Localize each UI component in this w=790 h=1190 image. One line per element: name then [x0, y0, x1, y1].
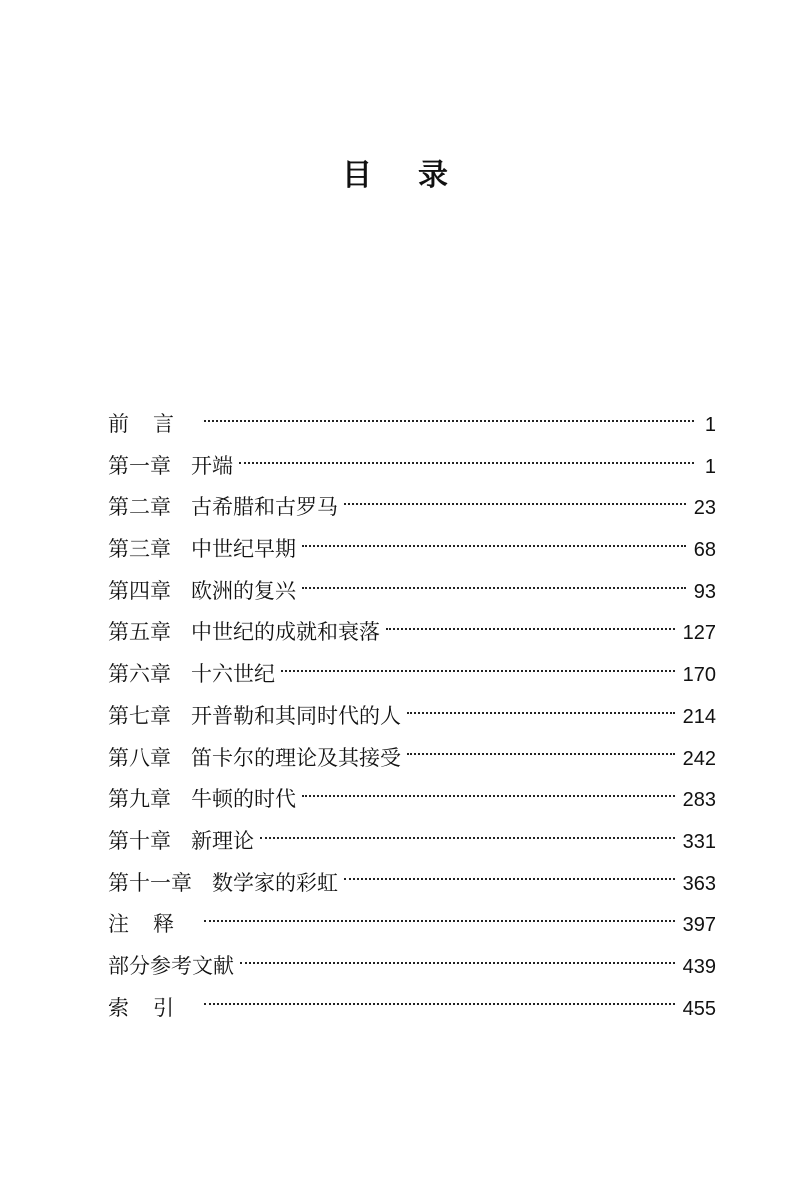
- toc-entry[interactable]: [108, 446, 716, 488]
- toc-entry-title: 索引: [108, 995, 198, 1020]
- toc-entry-page: 242: [682, 747, 716, 770]
- toc-entry-label: [108, 571, 296, 613]
- toc-entry-page: 455: [682, 997, 716, 1020]
- toc-entry[interactable]: [108, 738, 716, 780]
- toc-entry[interactable]: [108, 404, 716, 446]
- chapter-number: 第六章: [108, 662, 171, 687]
- toc-entry-label: [108, 529, 296, 571]
- dot-leader: [302, 545, 686, 547]
- dot-leader: [302, 795, 675, 797]
- toc-entry[interactable]: [108, 487, 716, 529]
- toc-entry-label: [108, 863, 338, 905]
- dot-leader: [407, 753, 675, 755]
- dot-leader: [386, 628, 675, 630]
- toc-entry-label: [108, 446, 233, 488]
- toc-entry[interactable]: [108, 904, 716, 946]
- chapter-number: 第五章: [108, 620, 171, 645]
- chapter-title: 中世纪的成就和衰落: [191, 620, 380, 645]
- chapter-title: 开普勒和其同时代的人: [191, 703, 401, 728]
- dot-leader: [281, 670, 675, 672]
- chapter-title: 欧洲的复兴: [191, 578, 296, 603]
- toc-entry[interactable]: [108, 863, 716, 905]
- toc-entry-page: 1: [704, 455, 716, 478]
- chapter-number: 第十章: [108, 828, 171, 853]
- dot-leader: [204, 420, 694, 422]
- dot-leader: [204, 920, 675, 922]
- toc-entry-page: 363: [682, 872, 716, 895]
- chapter-title: 笛卡尔的理论及其接受: [191, 745, 401, 770]
- page-title: 目录: [342, 158, 494, 193]
- dot-leader: [344, 503, 686, 505]
- chapter-number: 第八章: [108, 745, 171, 770]
- toc-entry[interactable]: [108, 696, 716, 738]
- toc-entry-label: [108, 696, 401, 738]
- toc-entry[interactable]: [108, 571, 716, 613]
- toc-entry-title: 部分参考文献: [108, 953, 234, 978]
- toc-entry-page: 127: [682, 622, 716, 645]
- toc-entry[interactable]: [108, 654, 716, 696]
- toc-entry[interactable]: [108, 612, 716, 654]
- toc-entry-page: 283: [682, 789, 716, 812]
- dot-leader: [240, 962, 675, 964]
- chapter-number: 第十一章: [108, 870, 192, 895]
- toc-entry-label: [108, 487, 338, 529]
- chapter-number: 第四章: [108, 578, 171, 603]
- table-of-contents: [108, 404, 716, 1029]
- chapter-title: 古希腊和古罗马: [191, 495, 338, 520]
- toc-entry-page: 331: [682, 830, 716, 853]
- toc-entry-label: [108, 612, 380, 654]
- chapter-number: 第三章: [108, 537, 171, 562]
- toc-entry-label: [108, 821, 254, 863]
- dot-leader: [407, 712, 675, 714]
- dot-leader: [302, 587, 686, 589]
- toc-entry-label: [108, 779, 296, 821]
- toc-entry-page: 68: [693, 539, 716, 562]
- toc-entry-page: 214: [682, 705, 716, 728]
- toc-entry-page: 93: [693, 580, 716, 603]
- chapter-number: 第一章: [108, 453, 171, 478]
- chapter-title: 新理论: [191, 828, 254, 853]
- chapter-title: 牛顿的时代: [191, 787, 296, 812]
- chapter-number: 第九章: [108, 787, 171, 812]
- toc-entry-title: 前言: [108, 412, 198, 436]
- toc-entry[interactable]: [108, 529, 716, 571]
- toc-entry-label: [108, 738, 401, 780]
- toc-entry[interactable]: [108, 946, 716, 988]
- toc-entry-page: 170: [682, 664, 716, 687]
- toc-entry-page: 439: [682, 955, 716, 978]
- dot-leader: [239, 462, 694, 464]
- dot-leader: [344, 878, 675, 880]
- dot-leader: [204, 1003, 675, 1005]
- chapter-number: 第二章: [108, 495, 171, 520]
- toc-entry[interactable]: [108, 821, 716, 863]
- chapter-title: 十六世纪: [191, 662, 275, 687]
- chapter-title: 中世纪早期: [191, 537, 296, 562]
- toc-entry[interactable]: [108, 779, 716, 821]
- toc-entry-title: 注释: [108, 912, 198, 937]
- toc-entry-page: 1: [704, 414, 716, 436]
- toc-entry-page: 397: [682, 914, 716, 937]
- chapter-title: 开端: [191, 453, 233, 478]
- chapter-title: 数学家的彩虹: [212, 870, 338, 895]
- toc-entry-page: 23: [693, 497, 716, 520]
- toc-entry[interactable]: [108, 988, 716, 1030]
- toc-entry-label: [108, 654, 275, 696]
- chapter-number: 第七章: [108, 703, 171, 728]
- dot-leader: [260, 837, 675, 839]
